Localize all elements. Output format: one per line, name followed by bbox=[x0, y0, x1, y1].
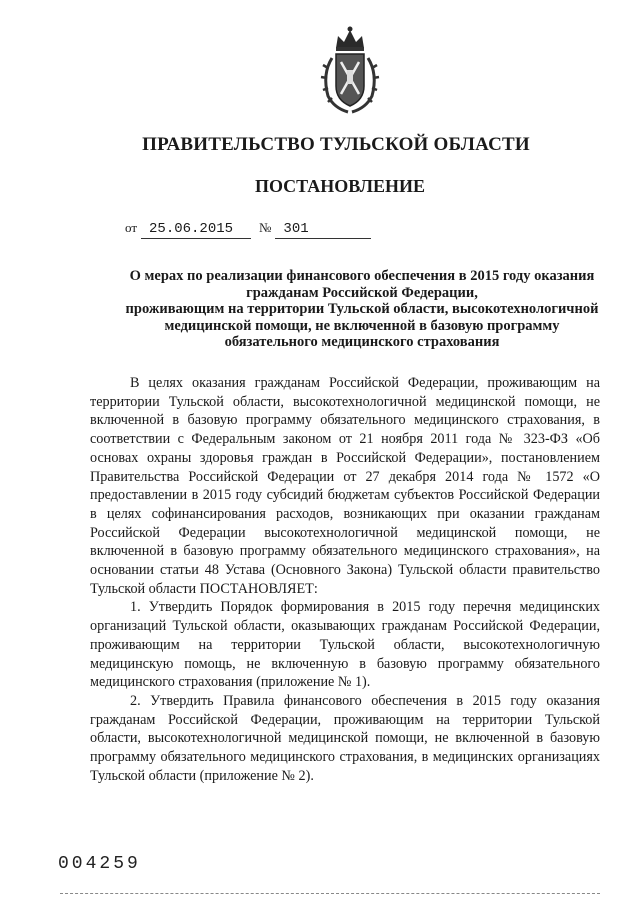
coat-of-arms-icon bbox=[318, 24, 382, 114]
title-line: проживающим на территории Тульской области, высокотехнологичной bbox=[125, 301, 599, 317]
footer-divider bbox=[60, 893, 600, 895]
date-number-line bbox=[125, 220, 371, 239]
date-label: от bbox=[125, 220, 138, 235]
serial-stamp-number: 004259 bbox=[58, 854, 141, 874]
number-label: № bbox=[259, 220, 272, 235]
title-line: О мерах по реализации финансового обеспечения в 2015 году оказания bbox=[129, 268, 595, 284]
title-line: гражданам Российской Федерации, bbox=[246, 284, 478, 301]
organization-name: ПРАВИТЕЛЬСТВО ТУЛЬСКОЙ ОБЛАСТИ bbox=[142, 134, 530, 155]
document-number: 301 bbox=[275, 221, 371, 239]
preamble-paragraph: В целях оказания гражданам Российской Федерации, проживающим на территории Тульской области, высокотехнологичной медицинской помощи, не включенной в базовую программу обязательного медицинского страхования, в соответствии с Федеральным законом от 21 ноября 2011 года № 323-ФЗ «Об основах охраны здоровья граждан в Российской Федерации», постановлением Правительства Российской Федерации от 27 декабря 2014 года № 1572 «О предоставлении в 2015 году субсидий бюджетам субъектов Российской Федерации в целях софинансирования расходов, возникающих при оказании гражданам Российской Федерации высокотехнологичной медицинской помощи, не включенной в базовую программу обязательного медицинского страхования», на основании статьи 48 Устава (Основного Закона) Тульской области правительство Тульской области ПОСТАНОВЛЯЕТ: bbox=[90, 375, 600, 597]
clause-1-paragraph: 1. Утвердить Порядок формирования в 2015 году перечня медицинских организаций Тульской области, оказывающих гражданам Российской Федерации, проживающим на территории Тульской области, высокотехнологичную медицинскую помощь, не включенную в базовую программу обязательного медицинского страхования (приложение № 1). bbox=[90, 599, 600, 691]
document-title bbox=[112, 268, 612, 351]
document-type: ПОСТАНОВЛЕНИЕ bbox=[254, 176, 426, 196]
clause-2-paragraph: 2. Утвердить Правила финансового обеспечения в 2015 году оказания гражданам Российской Федерации, проживающим на территории Тульской области, высокотехнологичной медицинской помощи, не включенной в базовую программу обязательного медицинского страхования, в медицинских организациях Тульской области (приложение № 2). bbox=[90, 692, 600, 784]
title-line: медицинской помощи, не включенной в базовую программу bbox=[164, 317, 560, 334]
document-body bbox=[90, 374, 600, 785]
document-date: 25.06.2015 bbox=[141, 221, 251, 239]
title-line: обязательного медицинского страхования bbox=[224, 334, 500, 350]
